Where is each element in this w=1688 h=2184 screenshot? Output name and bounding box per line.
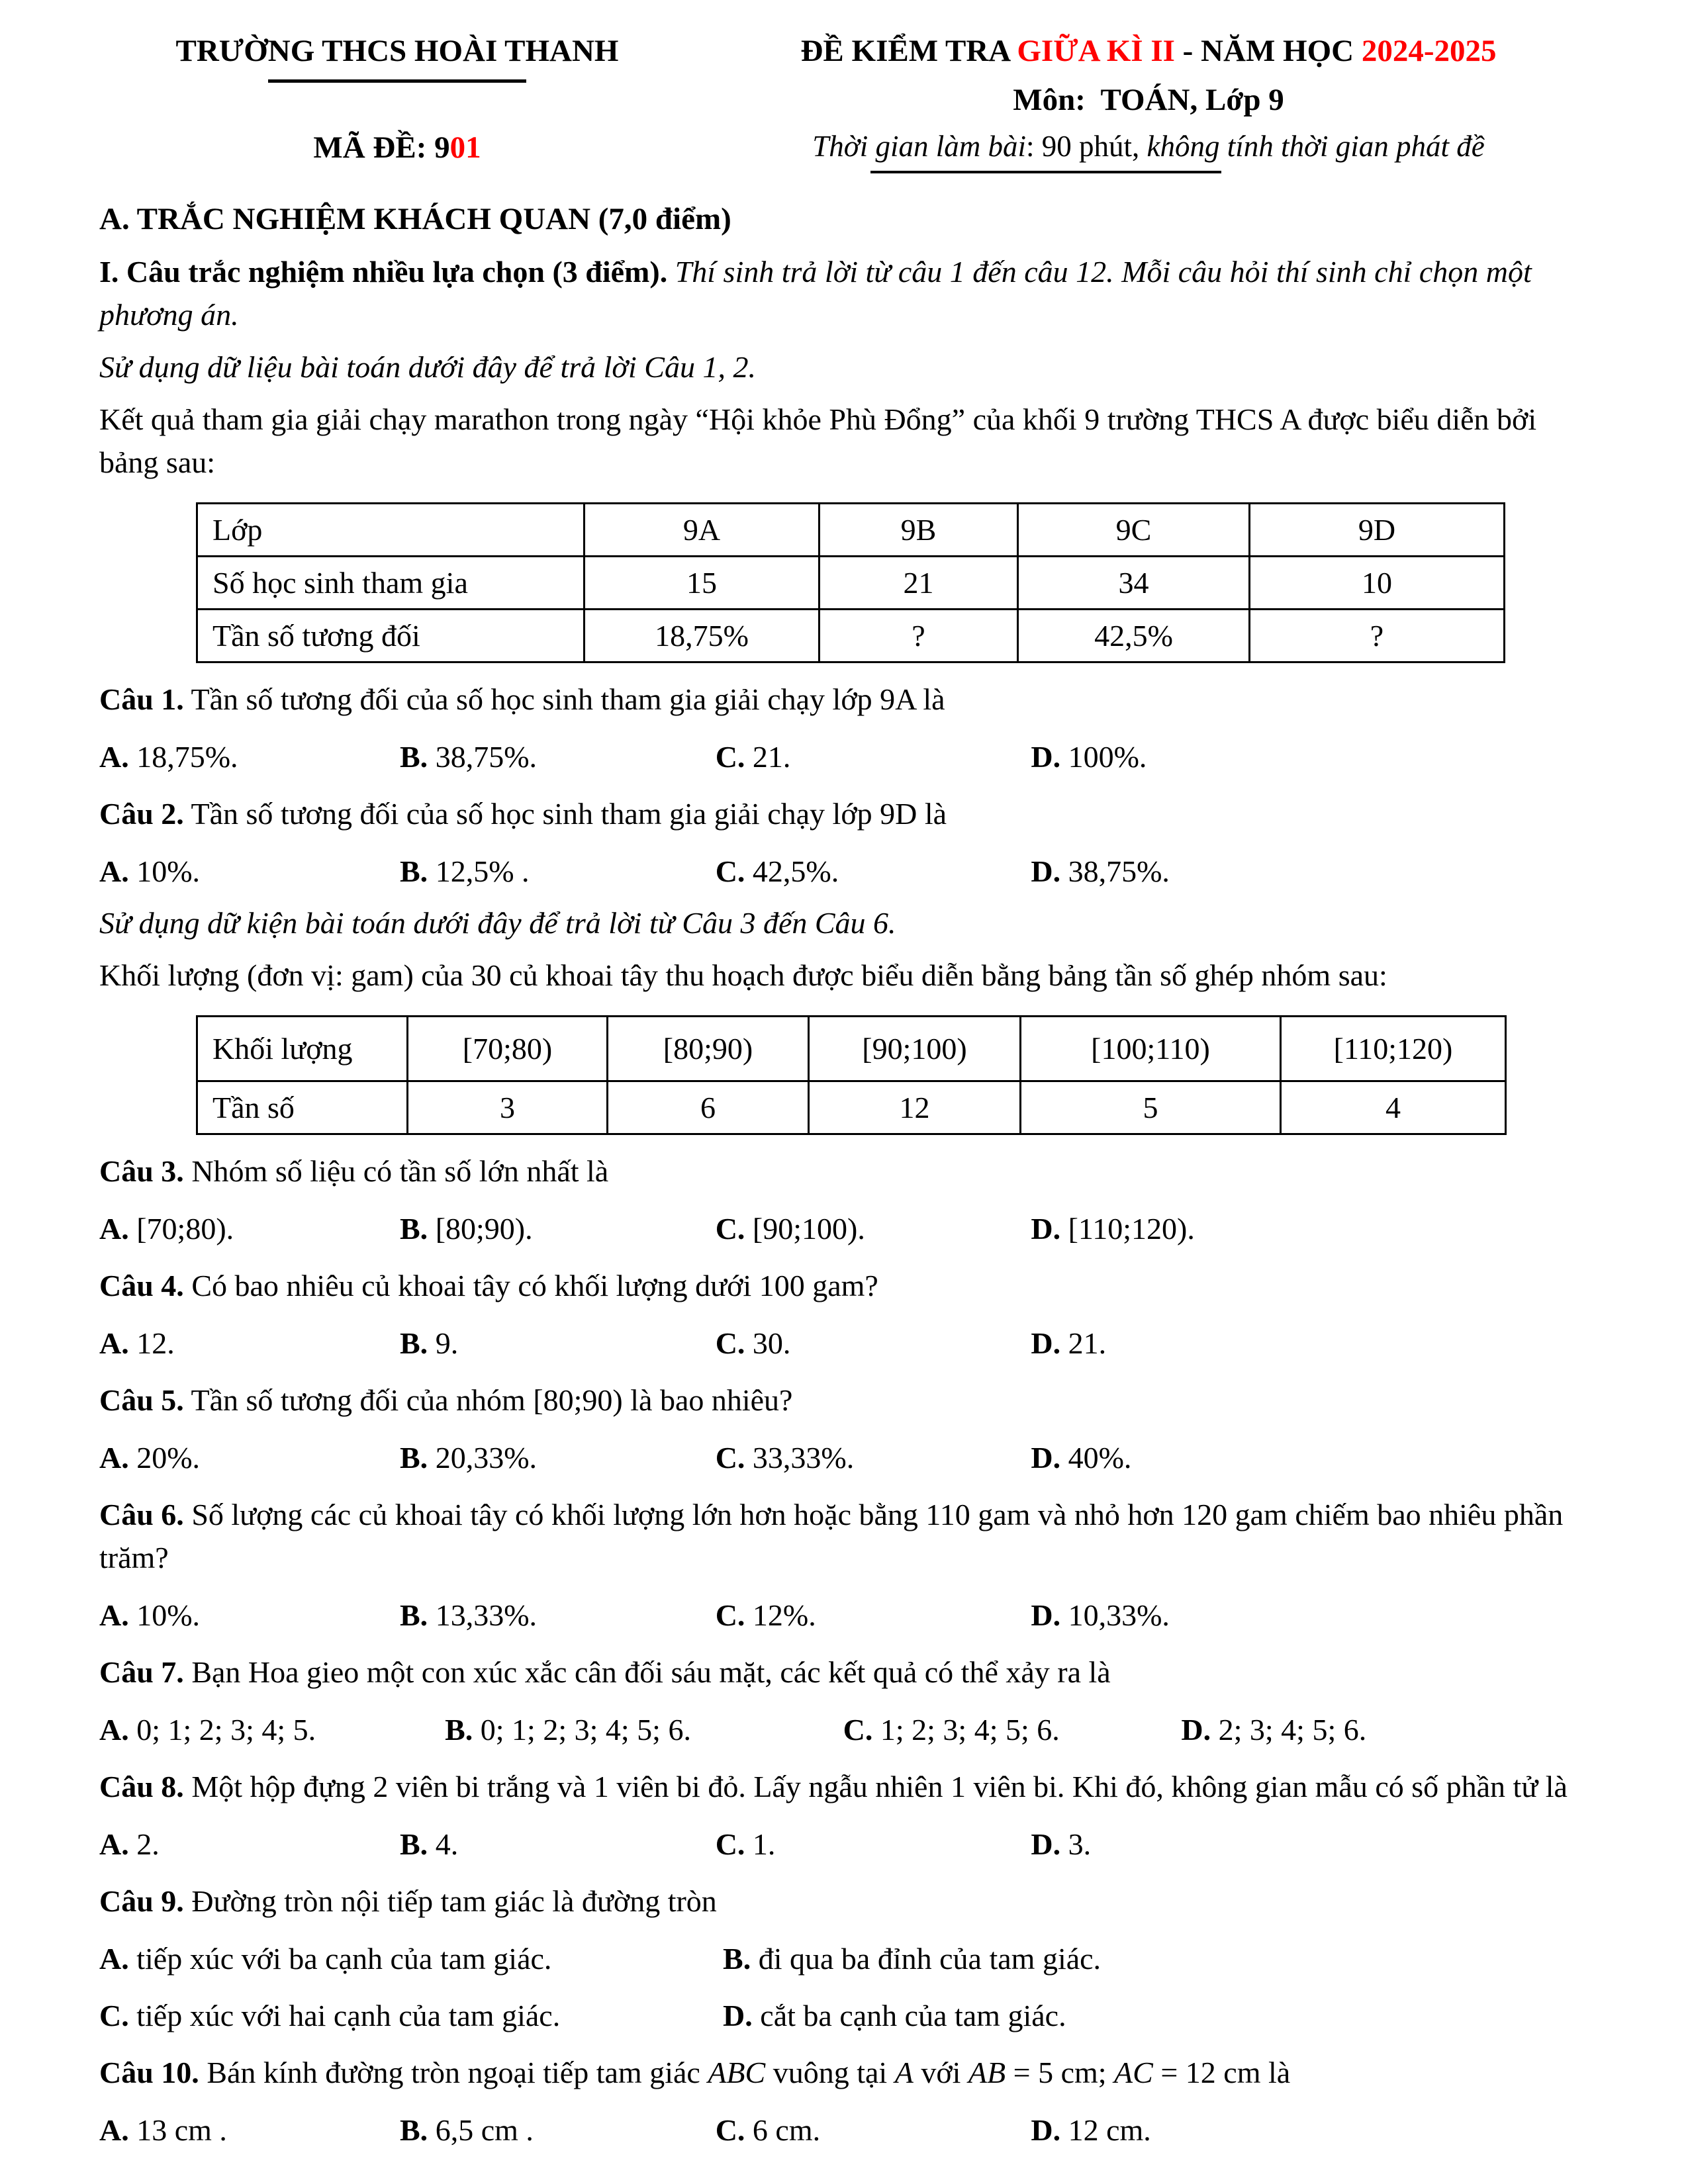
part1-note: Thí sinh trả lời từ câu 1 đến câu 12. Mỗi câu hỏi thí sinh chỉ chọn một phương án. (99, 255, 1532, 332)
usage-note-2: Sử dụng dữ kiện bài toán dưới đây để trả lời từ Câu 3 đến Câu 6. (99, 906, 896, 940)
table-cell: 15 (585, 557, 820, 610)
usage-note-1: Sử dụng dữ liệu bài toán dưới đây để trả lời Câu 1, 2. (99, 350, 756, 384)
question-text: Tần số tương đối của số học sinh tham gia giải chạy lớp 9D là (191, 797, 947, 831)
table-row (197, 610, 1505, 662)
question-label: Câu 4. (99, 1269, 184, 1302)
question-6 (99, 1493, 1602, 1579)
context-paragraph-1: Kết quả tham gia giải chạy marathon trong ngày “Hội khỏe Phù Đổng” của khối 9 trường THCS A được biểu diễn bởi bảng sau: (99, 402, 1537, 479)
option-b: B. 12,5% . (400, 854, 530, 888)
question-text: Tần số tương đối của nhóm [80;90) là bao nhiêu? (191, 1383, 793, 1417)
option-d: D. [110;120). (1031, 1212, 1195, 1246)
question-text: Có bao nhiêu củ khoai tây có khối lượng dưới 100 gam? (191, 1269, 878, 1302)
exam-code (99, 126, 695, 169)
grouped-frequency-table (196, 1015, 1507, 1135)
option-b: B. 20,33%. (400, 1441, 538, 1475)
table-cell: 18,75% (585, 610, 820, 662)
table-cell: Tần số tương đối (197, 610, 585, 662)
question-3 (99, 1150, 1602, 1193)
option-c: C. 42,5%. (715, 854, 839, 888)
time-note: không tính thời gian phát đề (1147, 130, 1485, 163)
question-9-options (99, 1938, 1602, 2036)
table-cell: [110;120) (1281, 1017, 1506, 1081)
context-paragraph-2: Khối lượng (đơn vị: gam) của 30 củ khoai tây thu hoạch được biểu diễn bằng bảng tần số ghép nhóm sau: (99, 958, 1387, 992)
option-d: D. 100%. (1031, 740, 1147, 774)
table-cell: [80;90) (608, 1017, 809, 1081)
question-8-options (99, 1824, 1602, 1865)
option-c: C. 1; 2; 3; 4; 5; 6. (843, 1713, 1060, 1747)
option-a: A. tiếp xúc với ba cạnh của tam giác. (99, 1942, 552, 1976)
question-3-options (99, 1208, 1602, 1250)
option-d: D. 21. (1031, 1326, 1107, 1360)
question-label: Câu 8. (99, 1770, 184, 1803)
exam-title-term: GIỮA KÌ II (1017, 34, 1175, 68)
option-b: B. 0; 1; 2; 3; 4; 5; 6. (445, 1713, 691, 1747)
table-cell: [90;100) (809, 1017, 1021, 1081)
question-label: Câu 6. (99, 1498, 184, 1531)
time-label: Thời gian làm bài (812, 130, 1027, 163)
math-var-a: A (894, 2056, 914, 2089)
option-c: C. 12%. (715, 1598, 816, 1632)
school-name: TRƯỜNG THCS HOÀI THANH (175, 34, 619, 68)
section-a-heading: A. TRẮC NGHIỆM KHÁCH QUAN (7,0 điểm) (99, 202, 731, 236)
table-row (197, 1081, 1506, 1134)
option-a: A. 18,75%. (99, 740, 238, 774)
header-left-column (99, 29, 695, 169)
question-8 (99, 1765, 1602, 1808)
question-1 (99, 678, 1602, 721)
question-7 (99, 1651, 1602, 1694)
table-cell: ? (1250, 610, 1505, 662)
exam-title-part2: - NĂM HỌC (1174, 34, 1362, 68)
option-b: B. 38,75%. (400, 740, 538, 774)
option-d: D. 40%. (1031, 1441, 1132, 1475)
table-cell: [70;80) (408, 1017, 608, 1081)
option-a: A. 10%. (99, 1598, 201, 1632)
exam-title (695, 29, 1602, 73)
question-text: Đường tròn nội tiếp tam giác là đường tròn (191, 1884, 717, 1918)
question-text: Nhóm số liệu có tần số lớn nhất là (191, 1154, 609, 1188)
table-cell: 4 (1281, 1081, 1506, 1134)
question-1-options (99, 737, 1602, 778)
option-b: B. 9. (400, 1326, 459, 1360)
question-text: Tần số tương đối của số học sinh tham gia giải chạy lớp 9A là (191, 682, 945, 716)
option-b: B. [80;90). (400, 1212, 533, 1246)
table-cell: 3 (408, 1081, 608, 1134)
table-row (197, 1017, 1506, 1081)
table-cell: Khối lượng (197, 1017, 408, 1081)
option-c: C. 33,33%. (715, 1441, 855, 1475)
option-d: D. cắt ba cạnh của tam giác. (723, 1999, 1066, 2032)
option-c: C. 1. (715, 1827, 776, 1861)
table-cell: 9A (585, 504, 820, 557)
table-cell: Lớp (197, 504, 585, 557)
option-c: C. 30. (715, 1326, 791, 1360)
exam-title-year: 2024-2025 (1361, 34, 1497, 68)
question-4 (99, 1264, 1602, 1307)
question-4-options (99, 1323, 1602, 1364)
subject-line: Môn: TOÁN, Lớp 9 (1013, 83, 1284, 117)
question-10 (99, 2051, 1602, 2094)
table-cell: 6 (608, 1081, 809, 1134)
question-label: Câu 2. (99, 797, 184, 831)
table-cell: 9D (1250, 504, 1505, 557)
option-c: C. tiếp xúc với hai cạnh của tam giác. (99, 1999, 561, 2032)
question-label: Câu 10. (99, 2056, 199, 2089)
option-b: B. đi qua ba đỉnh của tam giác. (723, 1942, 1102, 1976)
option-d: D. 38,75%. (1031, 854, 1170, 888)
question-2 (99, 792, 1602, 835)
part1-instructions (99, 250, 1602, 336)
question-text: Số lượng các củ khoai tây có khối lượng lớn hơn hoặc bằng 110 gam và nhỏ hơn 120 gam chiếm bao nhiêu phần trăm? (99, 1498, 1564, 1574)
option-a: A. [70;80). (99, 1212, 234, 1246)
table-row (197, 504, 1505, 557)
option-d: D. 12 cm. (1031, 2113, 1151, 2147)
table-cell: [100;110) (1021, 1017, 1281, 1081)
table-cell: 10 (1250, 557, 1505, 610)
table-cell: 12 (809, 1081, 1021, 1134)
table-cell: 9B (820, 504, 1018, 557)
table-cell: Số học sinh tham gia (197, 557, 585, 610)
header-right-column (695, 29, 1602, 173)
option-a: A. 12. (99, 1326, 175, 1360)
school-underline (268, 79, 526, 83)
question-label: Câu 7. (99, 1655, 184, 1689)
table-cell: 42,5% (1018, 610, 1250, 662)
question-text: Bán kính đường tròn ngoại tiếp tam giác ABC vuông tại A với AB = 5 cm; AC = 12 cm là (207, 2056, 1291, 2089)
table-cell: 9C (1018, 504, 1250, 557)
question-text: Một hộp đựng 2 viên bi trắng và 1 viên bi đỏ. Lấy ngẫu nhiên 1 viên bi. Khi đó, không gian mẫu có số phần tử là (191, 1770, 1568, 1803)
question-text: Bạn Hoa gieo một con xúc xắc cân đối sáu mặt, các kết quả có thể xảy ra là (191, 1655, 1111, 1689)
table-cell: 21 (820, 557, 1018, 610)
exam-code-red: 01 (449, 130, 481, 165)
question-6-options (99, 1595, 1602, 1636)
question-5-options (99, 1437, 1602, 1479)
question-5 (99, 1379, 1602, 1422)
option-a: A. 2. (99, 1827, 160, 1861)
option-a: A. 20%. (99, 1441, 201, 1475)
option-b: B. 13,33%. (400, 1598, 538, 1632)
question-7-options (99, 1709, 1602, 1751)
math-var-abc: ABC (708, 2056, 766, 2089)
exam-code-prefix: MÃ ĐỀ: 9 (313, 130, 450, 165)
option-c: C. 21. (715, 740, 791, 774)
table-cell: 5 (1021, 1081, 1281, 1134)
option-b: B. 6,5 cm . (400, 2113, 534, 2147)
table-cell: 34 (1018, 557, 1250, 610)
question-10-options (99, 2110, 1602, 2151)
time-value: : 90 phút, (1026, 130, 1147, 163)
table-cell: Tần số (197, 1081, 408, 1134)
time-underline (870, 171, 1221, 173)
math-var-ac: AC (1114, 2056, 1153, 2089)
table-row (197, 557, 1505, 610)
frequency-table-classes (196, 502, 1505, 663)
option-d: D. 10,33%. (1031, 1598, 1170, 1632)
question-label: Câu 5. (99, 1383, 184, 1417)
option-d: D. 2; 3; 4; 5; 6. (1181, 1713, 1367, 1747)
exam-header (99, 29, 1602, 173)
table-cell: ? (820, 610, 1018, 662)
exam-title-part1: ĐỀ KIỂM TRA (800, 34, 1017, 68)
option-d: D. 3. (1031, 1827, 1092, 1861)
time-line (695, 126, 1602, 167)
question-label: Câu 3. (99, 1154, 184, 1188)
option-b: B. 4. (400, 1827, 459, 1861)
option-a: A. 10%. (99, 854, 201, 888)
option-c: C. [90;100). (715, 1212, 865, 1246)
question-9 (99, 1880, 1602, 1923)
option-a: A. 13 cm . (99, 2113, 227, 2147)
part1-title: I. Câu trắc nghiệm nhiều lựa chọn (3 điểm). (99, 255, 668, 289)
math-var-ab: AB (968, 2056, 1006, 2089)
option-a: A. 0; 1; 2; 3; 4; 5. (99, 1713, 316, 1747)
question-label: Câu 9. (99, 1884, 184, 1918)
question-label: Câu 1. (99, 682, 184, 716)
question-2-options (99, 851, 1602, 892)
option-c: C. 6 cm. (715, 2113, 821, 2147)
